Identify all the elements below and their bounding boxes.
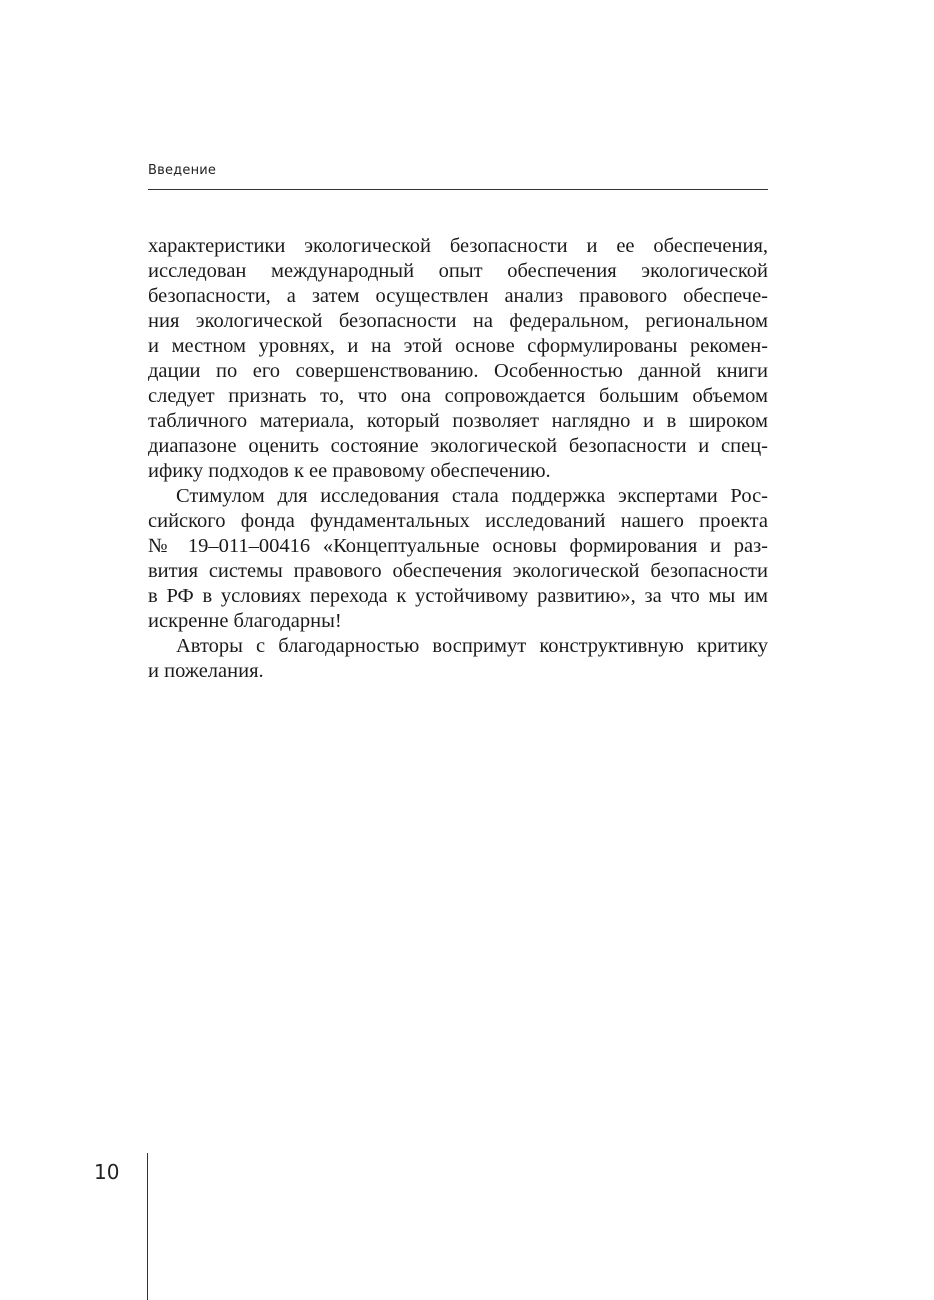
text-line: ния экологической безопасности на федеральном, региональном <box>148 310 768 332</box>
paragraph-1 <box>148 234 768 484</box>
page-number: 10 <box>94 1160 120 1184</box>
text-line: и местном уровнях, и на этой основе сформулированы рекомен- <box>148 335 768 357</box>
header-rule <box>148 189 768 190</box>
text-line: сийского фонда фундаментальных исследований нашего проекта <box>148 510 768 532</box>
body-text <box>148 234 768 684</box>
text-line: вития системы правового обеспечения экологической безопасности <box>148 560 768 582</box>
running-head: Введение <box>148 163 217 178</box>
text-line: № 19–011–00416 «Концептуальные основы формирования и раз- <box>148 535 768 557</box>
text-line: следует признать то, что она сопровождается большим объемом <box>148 385 768 407</box>
paragraph-3 <box>148 634 768 684</box>
paragraph-2 <box>148 484 768 634</box>
text-line: искренне благодарны! <box>148 610 342 632</box>
text-line: ифику подходов к ее правовому обеспечению. <box>148 460 551 482</box>
text-line: Стимулом для исследования стала поддержка экспертами Рос- <box>176 485 768 507</box>
text-line: безопасности, а затем осуществлен анализ правового обеспече- <box>148 285 768 307</box>
text-line: характеристики экологической безопасности и ее обеспечения, <box>148 235 768 257</box>
text-line: табличного материала, который позволяет наглядно и в широком <box>148 410 768 432</box>
text-line: дации по его совершенствованию. Особенностью данной книги <box>148 360 768 382</box>
text-line: в РФ в условиях перехода к устойчивому развитию», за что мы им <box>148 585 768 607</box>
text-line: и пожелания. <box>148 660 264 682</box>
text-line: исследован международный опыт обеспечения экологической <box>148 260 768 282</box>
text-line: диапазоне оценить состояние экологической безопасности и спец- <box>148 435 768 457</box>
text-line: Авторы с благодарностью воспримут конструктивную критику <box>176 635 768 657</box>
footer-vertical-rule <box>147 1153 148 1300</box>
